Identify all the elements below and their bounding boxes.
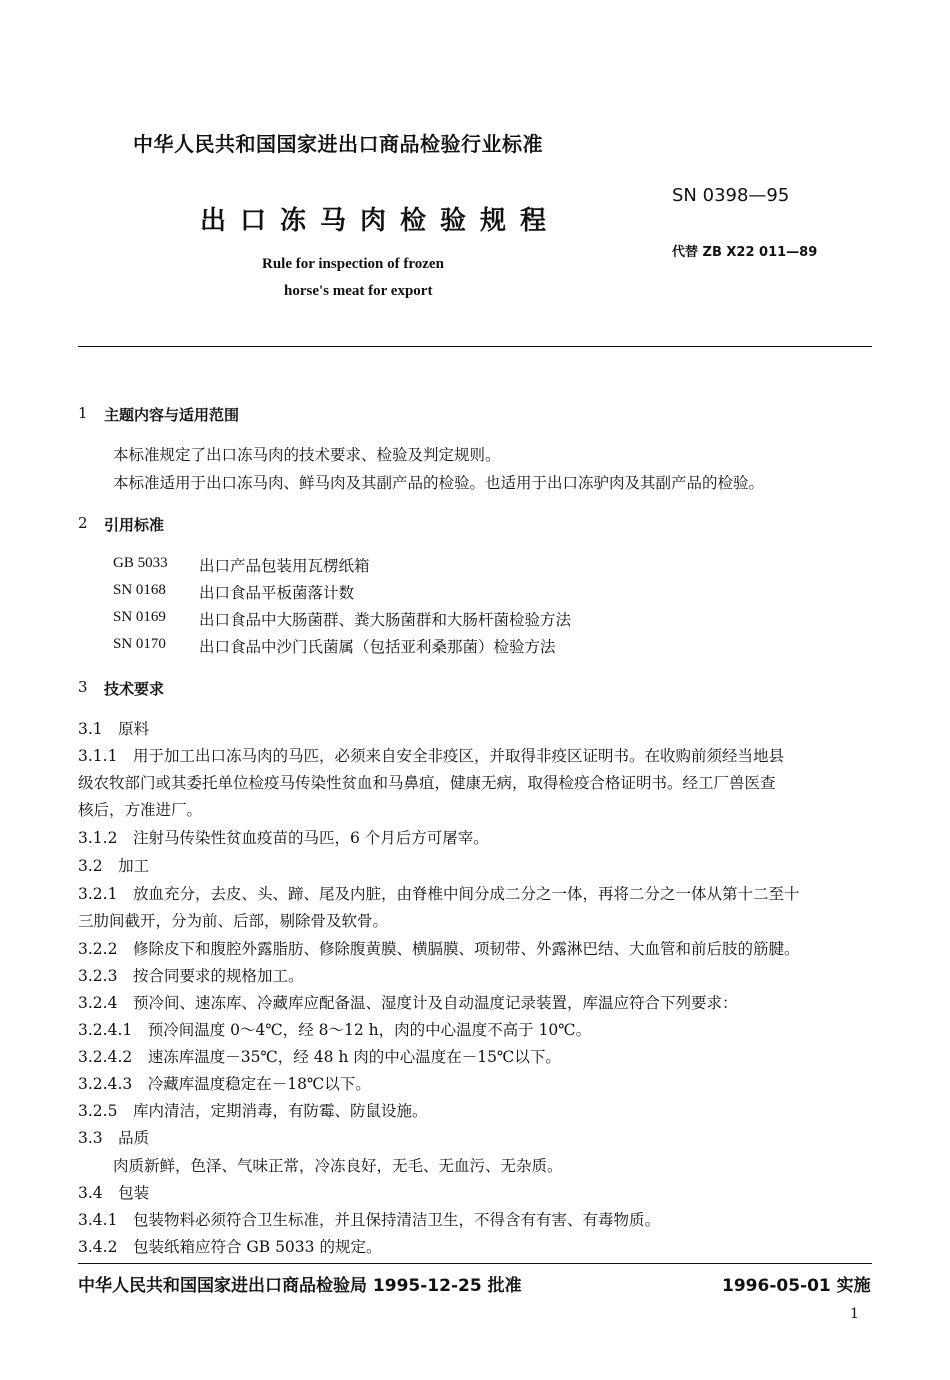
clause-line: 肉质新鲜，色泽、气味正常，冷冻良好，无毛、无血污、无杂质。 bbox=[113, 1157, 563, 1175]
clause-line: 3.2 加工 bbox=[78, 857, 150, 875]
clause-line: 核后，方准进厂。 bbox=[78, 801, 203, 819]
reference-code: SN 0170 bbox=[113, 636, 166, 652]
standard-code: SN 0398—95 bbox=[672, 185, 790, 206]
reference-name: 出口食品中沙门氏菌属（包括亚利桑那菌）检验方法 bbox=[199, 638, 556, 656]
clause-line: 3.4.2 包装纸箱应符合 GB 5033 的规定。 bbox=[78, 1238, 382, 1256]
title-english-line1: Rule for inspection of frozen bbox=[262, 256, 444, 272]
section-1-paragraph-1: 本标准规定了出口冻马肉的技术要求、检验及判定规则。 bbox=[113, 446, 501, 464]
document-title: 出口冻马肉检验规程 bbox=[200, 206, 561, 236]
clause-line: 3.2.4.1 预冷间温度 0～4℃，经 8～12 h，肉的中心温度不高于 10℃。 bbox=[78, 1021, 592, 1039]
clause-line: 3.2.4.3 冷藏库温度稳定在－18℃以下。 bbox=[78, 1075, 371, 1093]
clause-line: 级农牧部门或其委托单位检疫马传染性贫血和马鼻疽，健康无病，取得检疫合格证明书。经工厂兽医查 bbox=[78, 774, 776, 792]
clause-line: 3.2.4 预冷间、速冻库、冷藏库应配备温、湿度计及自动温度记录装置，库温应符合下列要求： bbox=[78, 994, 738, 1012]
reference-name: 出口食品中大肠菌群、粪大肠菌群和大肠杆菌检验方法 bbox=[199, 611, 572, 629]
header-divider bbox=[78, 346, 872, 347]
clause-line: 3.2.2 修除皮下和腹腔外露脂肪、修除腹黄膜、横膈膜、项韧带、外露淋巴结、大血管和前后肢的筋腱。 bbox=[78, 940, 800, 958]
clause-line: 3.1.1 用于加工出口冻马肉的马匹，必须来自安全非疫区，并取得非疫区证明书。在收购前须经当地县 bbox=[78, 747, 784, 765]
clause-line: 3.2.3 按合同要求的规格加工。 bbox=[78, 967, 304, 985]
standard-organization: 中华人民共和国国家进出口商品检验行业标准 bbox=[133, 132, 543, 156]
reference-code: SN 0169 bbox=[113, 609, 166, 625]
clause-line: 3.4.1 包装物料必须符合卫生标准，并且保持清洁卫生，不得含有有害、有毒物质。 bbox=[78, 1211, 660, 1229]
reference-name: 出口食品平板菌落计数 bbox=[199, 584, 355, 602]
clause-line: 3.2.5 库内清洁，定期消毒，有防霉、防鼠设施。 bbox=[78, 1102, 428, 1120]
approval-line: 中华人民共和国国家进出口商品检验局 1995-12-25 批准 bbox=[78, 1276, 522, 1296]
section-1-paragraph-2: 本标准适用于出口冻马肉、鲜马肉及其副产品的检验。也适用于出口冻驴肉及其副产品的检验。 bbox=[113, 474, 765, 492]
section-1-number: 1 bbox=[78, 404, 88, 422]
reference-code: SN 0168 bbox=[113, 582, 166, 598]
section-2-title: 引用标准 bbox=[104, 516, 165, 534]
section-3-title: 技术要求 bbox=[104, 680, 165, 698]
replaces-standard: 代替 ZB X22 011—89 bbox=[672, 245, 818, 260]
title-english-line2: horse's meat for export bbox=[284, 283, 433, 299]
clause-line: 3.3 品质 bbox=[78, 1129, 150, 1147]
clause-line: 3.1 原料 bbox=[78, 720, 150, 738]
clause-line: 3.1.2 注射马传染性贫血疫苗的马匹，6 个月后方可屠宰。 bbox=[78, 829, 489, 847]
clause-line: 三肋间截开，分为前、后部，剔除骨及软骨。 bbox=[78, 912, 389, 930]
section-3-number: 3 bbox=[78, 678, 88, 696]
reference-code: GB 5033 bbox=[113, 555, 168, 571]
clause-line: 3.2.1 放血充分，去皮、头、蹄、尾及内脏，由脊椎中间分成二分之一体，再将二分之一体从第十二至十 bbox=[78, 885, 800, 903]
clause-line: 3.4 包装 bbox=[78, 1184, 150, 1202]
effective-date: 1996-05-01 实施 bbox=[722, 1276, 871, 1296]
clause-line: 3.2.4.2 速冻库温度－35℃，经 48 h 肉的中心温度在－15℃以下。 bbox=[78, 1048, 561, 1066]
footer-divider bbox=[78, 1263, 872, 1264]
reference-name: 出口产品包装用瓦楞纸箱 bbox=[199, 557, 370, 575]
page-number: 1 bbox=[850, 1306, 859, 1322]
section-1-title: 主题内容与适用范围 bbox=[104, 406, 240, 424]
section-2-number: 2 bbox=[78, 514, 88, 532]
